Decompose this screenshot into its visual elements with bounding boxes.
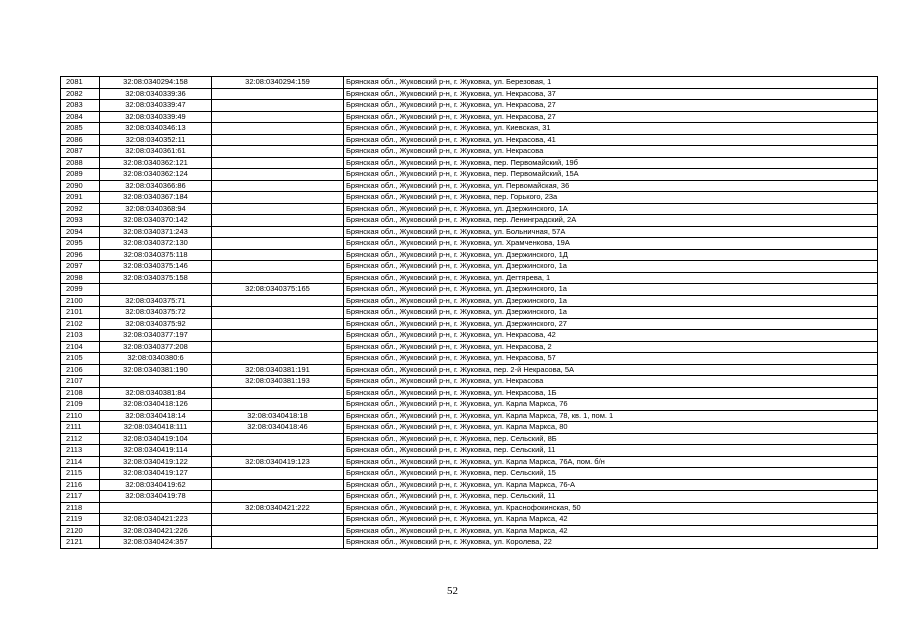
table-row [61, 456, 878, 468]
row-number-cell: 2090 [61, 180, 100, 192]
cadastral-number-cell: 32:08:0340352:11 [100, 134, 212, 146]
address-cell: Брянская обл., Жуковский р-н, г. Жуковка, ул. Некрасова, 2 [344, 341, 878, 353]
table-row [61, 491, 878, 503]
row-number-cell: 2092 [61, 203, 100, 215]
address-cell: Брянская обл., Жуковский р-н, г. Жуковка, ул. Первомайская, 36 [344, 180, 878, 192]
property-table [60, 76, 878, 549]
related-cadastral-number-cell [212, 157, 344, 169]
related-cadastral-number-cell: 32:08:0340419:123 [212, 456, 344, 468]
row-number-cell: 2115 [61, 468, 100, 480]
table-row [61, 502, 878, 514]
cadastral-number-cell: 32:08:0340375:118 [100, 249, 212, 261]
address-cell: Брянская обл., Жуковский р-н, г. Жуковка, ул. Некрасова [344, 146, 878, 158]
cadastral-number-cell: 32:08:0340381:84 [100, 387, 212, 399]
table-row [61, 134, 878, 146]
related-cadastral-number-cell [212, 261, 344, 273]
cadastral-number-cell: 32:08:0340370:142 [100, 215, 212, 227]
cadastral-number-cell: 32:08:0340362:121 [100, 157, 212, 169]
cadastral-number-cell: 32:08:0340372:130 [100, 238, 212, 250]
related-cadastral-number-cell [212, 433, 344, 445]
related-cadastral-number-cell [212, 123, 344, 135]
row-number-cell: 2114 [61, 456, 100, 468]
related-cadastral-number-cell [212, 146, 344, 158]
related-cadastral-number-cell: 32:08:0340375:165 [212, 284, 344, 296]
row-number-cell: 2118 [61, 502, 100, 514]
table-row [61, 399, 878, 411]
row-number-cell: 2116 [61, 479, 100, 491]
row-number-cell: 2105 [61, 353, 100, 365]
address-cell: Брянская обл., Жуковский р-н, г. Жуковка, ул. Киевская, 31 [344, 123, 878, 135]
table-row [61, 203, 878, 215]
cadastral-number-cell: 32:08:0340339:36 [100, 88, 212, 100]
address-cell: Брянская обл., Жуковский р-н, г. Жуковка, ул. Некрасова, 42 [344, 330, 878, 342]
address-cell: Брянская обл., Жуковский р-н, г. Жуковка, пер. Сельский, 11 [344, 491, 878, 503]
cadastral-number-cell: 32:08:0340339:47 [100, 100, 212, 112]
row-number-cell: 2087 [61, 146, 100, 158]
address-cell: Брянская обл., Жуковский р-н, г. Жуковка, ул. Карла Маркса, 76 [344, 399, 878, 411]
row-number-cell: 2096 [61, 249, 100, 261]
address-cell: Брянская обл., Жуковский р-н, г. Жуковка, ул. Дзержинского, 1а [344, 307, 878, 319]
cadastral-number-cell: 32:08:0340346:13 [100, 123, 212, 135]
related-cadastral-number-cell [212, 330, 344, 342]
cadastral-number-cell: 32:08:0340419:127 [100, 468, 212, 480]
row-number-cell: 2086 [61, 134, 100, 146]
table-row [61, 514, 878, 526]
address-cell: Брянская обл., Жуковский р-н, г. Жуковка, ул. Некрасова, 41 [344, 134, 878, 146]
cadastral-number-cell: 32:08:0340294:158 [100, 77, 212, 89]
page-number: 52 [447, 585, 458, 597]
address-cell: Брянская обл., Жуковский р-н, г. Жуковка, ул. Карла Маркса, 76А, пом. б/н [344, 456, 878, 468]
row-number-cell: 2088 [61, 157, 100, 169]
address-cell: Брянская обл., Жуковский р-н, г. Жуковка, ул. Краснофокинская, 50 [344, 502, 878, 514]
address-cell: Брянская обл., Жуковский р-н, г. Жуковка, пер. Сельский, 11 [344, 445, 878, 457]
cadastral-number-cell: 32:08:0340375:71 [100, 295, 212, 307]
related-cadastral-number-cell: 32:08:0340418:46 [212, 422, 344, 434]
row-number-cell: 2095 [61, 238, 100, 250]
related-cadastral-number-cell [212, 525, 344, 537]
related-cadastral-number-cell [212, 134, 344, 146]
address-cell: Брянская обл., Жуковский р-н, г. Жуковка, ул. Карла Маркса, 42 [344, 525, 878, 537]
address-cell: Брянская обл., Жуковский р-н, г. Жуковка, ул. Больничная, 57А [344, 226, 878, 238]
related-cadastral-number-cell [212, 215, 344, 227]
table-row [61, 433, 878, 445]
related-cadastral-number-cell [212, 295, 344, 307]
row-number-cell: 2093 [61, 215, 100, 227]
table-row [61, 77, 878, 89]
address-cell: Брянская обл., Жуковский р-н, г. Жуковка, ул. Березовая, 1 [344, 77, 878, 89]
address-cell: Брянская обл., Жуковский р-н, г. Жуковка, ул. Некрасова, 57 [344, 353, 878, 365]
table-row [61, 88, 878, 100]
cadastral-number-cell: 32:08:0340375:158 [100, 272, 212, 284]
address-cell: Брянская обл., Жуковский р-н, г. Жуковка, ул. Некрасова, 37 [344, 88, 878, 100]
address-cell: Брянская обл., Жуковский р-н, г. Жуковка, пер. Первомайский, 15А [344, 169, 878, 181]
address-cell: Брянская обл., Жуковский р-н, г. Жуковка, пер. Горького, 23а [344, 192, 878, 204]
related-cadastral-number-cell [212, 238, 344, 250]
address-cell: Брянская обл., Жуковский р-н, г. Жуковка, ул. Некрасова, 27 [344, 100, 878, 112]
row-number-cell: 2081 [61, 77, 100, 89]
related-cadastral-number-cell [212, 399, 344, 411]
cadastral-number-cell: 32:08:0340367:184 [100, 192, 212, 204]
cadastral-number-cell: 32:08:0340361:61 [100, 146, 212, 158]
row-number-cell: 2098 [61, 272, 100, 284]
table-row [61, 169, 878, 181]
row-number-cell: 2119 [61, 514, 100, 526]
table-row [61, 146, 878, 158]
cadastral-number-cell: 32:08:0340377:197 [100, 330, 212, 342]
table-row [61, 341, 878, 353]
table-row [61, 215, 878, 227]
table-row [61, 376, 878, 388]
row-number-cell: 2089 [61, 169, 100, 181]
table-row [61, 284, 878, 296]
table-row [61, 364, 878, 376]
table-row [61, 295, 878, 307]
related-cadastral-number-cell [212, 111, 344, 123]
address-cell: Брянская обл., Жуковский р-н, г. Жуковка, ул. Дзержинского, 1А [344, 203, 878, 215]
cadastral-number-cell: 32:08:0340380:6 [100, 353, 212, 365]
cadastral-number-cell: 32:08:0340421:223 [100, 514, 212, 526]
related-cadastral-number-cell: 32:08:0340418:18 [212, 410, 344, 422]
cadastral-number-cell [100, 502, 212, 514]
cadastral-number-cell: 32:08:0340424:357 [100, 537, 212, 549]
table-row [61, 100, 878, 112]
address-cell: Брянская обл., Жуковский р-н, г. Жуковка, ул. Карла Маркса, 42 [344, 514, 878, 526]
related-cadastral-number-cell [212, 226, 344, 238]
related-cadastral-number-cell [212, 537, 344, 549]
related-cadastral-number-cell [212, 192, 344, 204]
address-cell: Брянская обл., Жуковский р-н, г. Жуковка, ул. Карла Маркса, 78, кв. 1, пом. 1 [344, 410, 878, 422]
cadastral-number-cell [100, 376, 212, 388]
table-row [61, 226, 878, 238]
table-row [61, 192, 878, 204]
row-number-cell: 2083 [61, 100, 100, 112]
address-cell: Брянская обл., Жуковский р-н, г. Жуковка, пер. Сельский, 8Б [344, 433, 878, 445]
row-number-cell: 2113 [61, 445, 100, 457]
related-cadastral-number-cell [212, 468, 344, 480]
cadastral-number-cell: 32:08:0340362:124 [100, 169, 212, 181]
row-number-cell: 2085 [61, 123, 100, 135]
address-cell: Брянская обл., Жуковский р-н, г. Жуковка, пер. 2-й Некрасова, 5А [344, 364, 878, 376]
property-table-body [61, 77, 878, 549]
row-number-cell: 2120 [61, 525, 100, 537]
row-number-cell: 2091 [61, 192, 100, 204]
related-cadastral-number-cell [212, 203, 344, 215]
table-row [61, 479, 878, 491]
related-cadastral-number-cell [212, 169, 344, 181]
table-row [61, 537, 878, 549]
row-number-cell: 2121 [61, 537, 100, 549]
table-row [61, 525, 878, 537]
related-cadastral-number-cell [212, 272, 344, 284]
cadastral-number-cell: 32:08:0340419:122 [100, 456, 212, 468]
related-cadastral-number-cell [212, 180, 344, 192]
related-cadastral-number-cell: 32:08:0340381:193 [212, 376, 344, 388]
cadastral-number-cell: 32:08:0340419:104 [100, 433, 212, 445]
table-row [61, 123, 878, 135]
table-row [61, 272, 878, 284]
table-row [61, 180, 878, 192]
related-cadastral-number-cell [212, 387, 344, 399]
related-cadastral-number-cell [212, 249, 344, 261]
cadastral-number-cell: 32:08:0340339:49 [100, 111, 212, 123]
cadastral-number-cell: 32:08:0340381:190 [100, 364, 212, 376]
table-row [61, 410, 878, 422]
row-number-cell: 2108 [61, 387, 100, 399]
row-number-cell: 2109 [61, 399, 100, 411]
cadastral-number-cell: 32:08:0340375:146 [100, 261, 212, 273]
address-cell: Брянская обл., Жуковский р-н, г. Жуковка, ул. Дзержинского, 1а [344, 261, 878, 273]
cadastral-number-cell: 32:08:0340366:86 [100, 180, 212, 192]
table-row [61, 353, 878, 365]
table-row [61, 445, 878, 457]
row-number-cell: 2104 [61, 341, 100, 353]
table-row [61, 249, 878, 261]
address-cell: Брянская обл., Жуковский р-н, г. Жуковка, ул. Некрасова [344, 376, 878, 388]
row-number-cell: 2097 [61, 261, 100, 273]
address-cell: Брянская обл., Жуковский р-н, г. Жуковка, пер. Сельский, 15 [344, 468, 878, 480]
row-number-cell: 2106 [61, 364, 100, 376]
row-number-cell: 2100 [61, 295, 100, 307]
table-row [61, 318, 878, 330]
cadastral-number-cell: 32:08:0340419:62 [100, 479, 212, 491]
row-number-cell: 2099 [61, 284, 100, 296]
table-row [61, 261, 878, 273]
row-number-cell: 2107 [61, 376, 100, 388]
related-cadastral-number-cell: 32:08:0340294:159 [212, 77, 344, 89]
row-number-cell: 2102 [61, 318, 100, 330]
row-number-cell: 2101 [61, 307, 100, 319]
address-cell: Брянская обл., Жуковский р-н, г. Жуковка, ул. Дзержинского, 27 [344, 318, 878, 330]
cadastral-number-cell: 32:08:0340419:114 [100, 445, 212, 457]
related-cadastral-number-cell [212, 100, 344, 112]
related-cadastral-number-cell [212, 318, 344, 330]
cadastral-number-cell: 32:08:0340375:92 [100, 318, 212, 330]
related-cadastral-number-cell [212, 445, 344, 457]
address-cell: Брянская обл., Жуковский р-н, г. Жуковка, ул. Карла Маркса, 80 [344, 422, 878, 434]
row-number-cell: 2082 [61, 88, 100, 100]
address-cell: Брянская обл., Жуковский р-н, г. Жуковка, ул. Некрасова, 1Б [344, 387, 878, 399]
related-cadastral-number-cell [212, 491, 344, 503]
cadastral-number-cell: 32:08:0340371:243 [100, 226, 212, 238]
related-cadastral-number-cell [212, 514, 344, 526]
address-cell: Брянская обл., Жуковский р-н, г. Жуковка, ул. Дзержинского, 1а [344, 284, 878, 296]
address-cell: Брянская обл., Жуковский р-н, г. Жуковка, ул. Дзержинского, 1а [344, 295, 878, 307]
table-row [61, 330, 878, 342]
cadastral-number-cell: 32:08:0340421:226 [100, 525, 212, 537]
row-number-cell: 2112 [61, 433, 100, 445]
table-row [61, 307, 878, 319]
cadastral-number-cell: 32:08:0340368:94 [100, 203, 212, 215]
row-number-cell: 2111 [61, 422, 100, 434]
cadastral-number-cell: 32:08:0340418:111 [100, 422, 212, 434]
related-cadastral-number-cell [212, 353, 344, 365]
address-cell: Брянская обл., Жуковский р-н, г. Жуковка, пер. Ленинградский, 2А [344, 215, 878, 227]
table-row [61, 238, 878, 250]
table-row [61, 157, 878, 169]
row-number-cell: 2094 [61, 226, 100, 238]
cadastral-number-cell: 32:08:0340377:208 [100, 341, 212, 353]
cadastral-number-cell: 32:08:0340418:14 [100, 410, 212, 422]
table-row [61, 422, 878, 434]
table-row [61, 468, 878, 480]
address-cell: Брянская обл., Жуковский р-н, г. Жуковка, ул. Королева, 22 [344, 537, 878, 549]
table-row [61, 111, 878, 123]
related-cadastral-number-cell [212, 479, 344, 491]
row-number-cell: 2084 [61, 111, 100, 123]
address-cell: Брянская обл., Жуковский р-н, г. Жуковка, ул. Некрасова, 27 [344, 111, 878, 123]
related-cadastral-number-cell [212, 307, 344, 319]
address-cell: Брянская обл., Жуковский р-н, г. Жуковка, ул. Дзержинского, 1Д [344, 249, 878, 261]
cadastral-number-cell: 32:08:0340419:78 [100, 491, 212, 503]
related-cadastral-number-cell [212, 341, 344, 353]
cadastral-number-cell [100, 284, 212, 296]
row-number-cell: 2103 [61, 330, 100, 342]
address-cell: Брянская обл., Жуковский р-н, г. Жуковка, ул. Дегтярева, 1 [344, 272, 878, 284]
related-cadastral-number-cell [212, 88, 344, 100]
row-number-cell: 2110 [61, 410, 100, 422]
address-cell: Брянская обл., Жуковский р-н, г. Жуковка, ул. Храмченкова, 19А [344, 238, 878, 250]
cadastral-number-cell: 32:08:0340418:126 [100, 399, 212, 411]
table-row [61, 387, 878, 399]
cadastral-number-cell: 32:08:0340375:72 [100, 307, 212, 319]
address-cell: Брянская обл., Жуковский р-н, г. Жуковка, ул. Карла Маркса, 76-А [344, 479, 878, 491]
row-number-cell: 2117 [61, 491, 100, 503]
address-cell: Брянская обл., Жуковский р-н, г. Жуковка, пер. Первомайский, 19б [344, 157, 878, 169]
related-cadastral-number-cell: 32:08:0340421:222 [212, 502, 344, 514]
related-cadastral-number-cell: 32:08:0340381:191 [212, 364, 344, 376]
